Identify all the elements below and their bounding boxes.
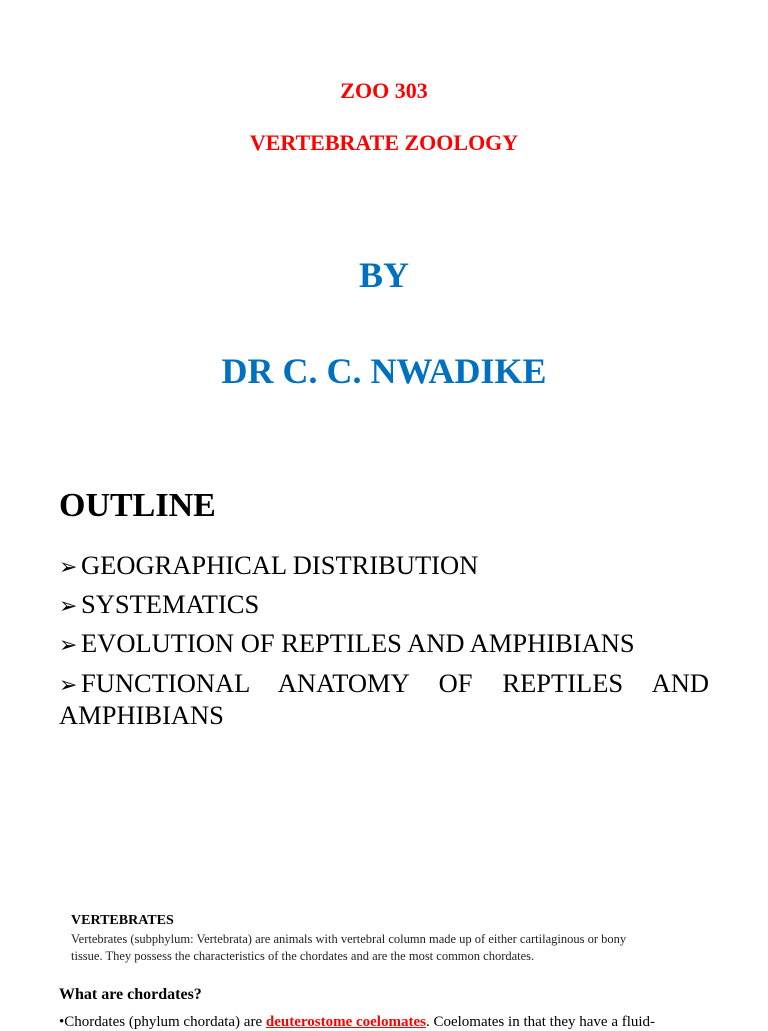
bullet-dot-icon: •	[59, 1014, 65, 1030]
chordates-text-before: Chordates (phylum chordata) are	[64, 1014, 266, 1030]
chordates-paragraph	[59, 1014, 709, 1031]
arrow-bullet-icon: ➢	[59, 554, 78, 579]
course-title: VERTEBRATE ZOOLOGY	[249, 130, 519, 155]
outline-item-text: EVOLUTION OF REPTILES AND AMPHIBIANS	[81, 628, 635, 658]
outline-item	[59, 668, 709, 731]
author-name: DR C. C. NWADIKE	[221, 351, 547, 391]
outline-item	[59, 628, 709, 660]
chordates-question: What are chordates?	[59, 986, 202, 1003]
chordates-emphasis: deuterostome coelomates	[265, 1014, 426, 1030]
course-code: ZOO 303	[340, 78, 428, 103]
vertebrates-body: Vertebrates (subphylum: Vertebrata) are animals with vertebral column made up of either cartilaginous or bony tissue. They possess the characteristics of the chordates and are the most common chordates.	[71, 932, 627, 963]
vertebrates-heading: VERTEBRATES	[71, 913, 174, 928]
arrow-bullet-icon: ➢	[59, 593, 78, 618]
by-label: BY	[358, 255, 409, 295]
arrow-bullet-icon: ➢	[59, 672, 78, 697]
outline-item	[59, 550, 709, 582]
outline-item	[59, 589, 709, 621]
outline-item-text: SYSTEMATICS	[81, 589, 260, 619]
outline-heading: OUTLINE	[59, 487, 216, 524]
arrow-bullet-icon: ➢	[59, 632, 78, 657]
chordates-text-after: . Coelomates in that they have a fluid-	[425, 1014, 656, 1030]
outline-item-text: FUNCTIONAL ANATOMY OF REPTILES AND AMPHIBIANS	[59, 668, 709, 730]
outline-item-text: GEOGRAPHICAL DISTRIBUTION	[81, 550, 479, 580]
